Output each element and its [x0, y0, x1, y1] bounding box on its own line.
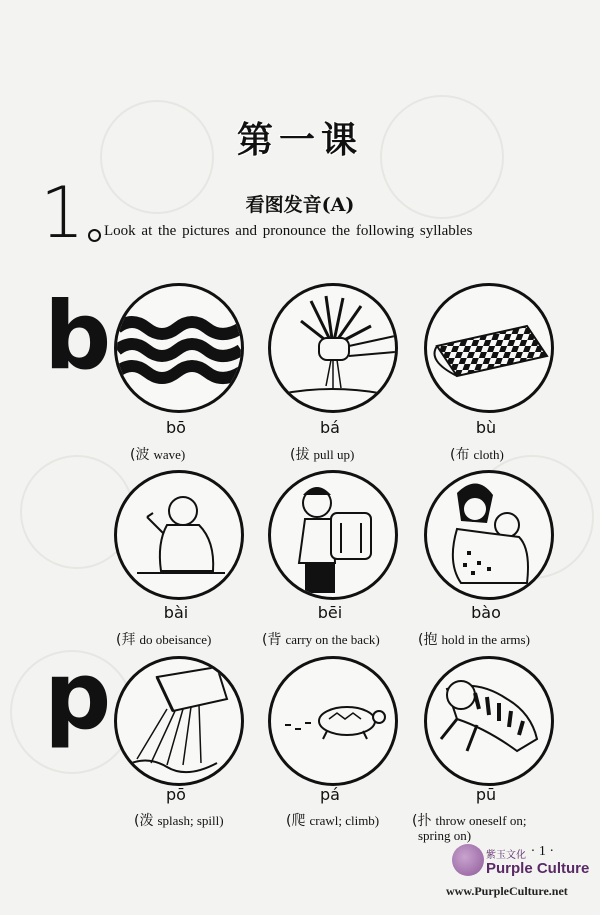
pinyin-label: pá — [320, 785, 340, 804]
gloss-english: hold in the arms) — [441, 632, 530, 647]
gloss-chinese: (拔 — [290, 447, 310, 463]
pinyin-label: bá — [320, 418, 340, 437]
gloss-label — [116, 629, 211, 649]
gloss-label — [418, 629, 530, 649]
gloss-chinese: (爬 — [286, 813, 306, 829]
gloss-chinese: (泼 — [134, 813, 154, 829]
gloss-chinese: (扑 — [412, 813, 432, 829]
tiger-icon — [427, 659, 551, 783]
bullet-circle — [88, 229, 101, 242]
bowing-monk-icon — [117, 473, 241, 597]
gloss-label — [286, 810, 379, 830]
gloss-english: wave) — [153, 447, 186, 462]
watermark-chinese: 紫玉文化 — [486, 850, 526, 861]
picture-pull-up — [268, 283, 398, 413]
gloss-english: crawl; climb) — [309, 813, 380, 828]
boy-with-backpack-icon — [271, 473, 395, 597]
mother-holding-child-icon — [427, 473, 551, 597]
gloss-english: cloth) — [473, 447, 504, 462]
picture-wave — [114, 283, 244, 413]
gloss-english: splash; spill) — [157, 813, 224, 828]
purple-culture-logo-icon — [452, 844, 484, 876]
pinyin-label: bō — [166, 418, 186, 437]
hand-pulling-plant-icon — [271, 286, 395, 410]
gloss-chinese: (拜 — [116, 632, 136, 648]
gloss-english: pull up) — [313, 447, 355, 462]
gloss-label — [290, 444, 354, 464]
page-number: · 1 · — [530, 844, 554, 859]
gloss-label — [134, 810, 224, 830]
pinyin-label: bào — [471, 603, 501, 622]
gloss-label — [130, 444, 185, 464]
pinyin-label: bēi — [317, 603, 343, 622]
initial-letter-p: p — [44, 642, 112, 751]
gloss-english: throw oneself on; — [435, 813, 527, 828]
pinyin-label: pū — [475, 785, 497, 804]
gloss-label — [450, 444, 504, 464]
gloss-chinese: (波 — [130, 447, 150, 463]
watermark-url: www.PurpleCulture.net — [446, 884, 568, 898]
picture-crawl — [268, 656, 398, 786]
gloss-english: carry on the back) — [285, 632, 380, 647]
initial-letter-b: b — [44, 282, 112, 391]
gloss-chinese: (抱 — [418, 632, 438, 648]
gloss-chinese: (布 — [450, 447, 470, 463]
gloss-label — [412, 810, 526, 830]
watermark-brand: Purple Culture — [486, 860, 590, 877]
instruction-text: Look at the pictures and pronounce the following syllables — [104, 223, 473, 239]
gloss-label — [262, 629, 380, 649]
checkered-cloth-icon — [427, 286, 551, 410]
picture-splash — [114, 656, 244, 786]
gloss-english: do obeisance) — [139, 632, 212, 647]
picture-pounce — [424, 656, 554, 786]
turtle-icon — [271, 659, 395, 783]
bucket-splash-icon — [117, 659, 241, 783]
lesson-title: 第一课 — [236, 119, 363, 161]
pinyin-label: pō — [166, 785, 186, 804]
pinyin-label: bài — [163, 603, 189, 622]
gloss-chinese: (背 — [262, 632, 282, 648]
section-title: 看图发音(A) — [245, 194, 355, 216]
watermark — [446, 840, 592, 900]
picture-carry-on-back — [268, 470, 398, 600]
picture-obeisance — [114, 470, 244, 600]
picture-hold-in-arms — [424, 470, 554, 600]
wave-icon — [117, 286, 241, 410]
picture-cloth — [424, 283, 554, 413]
pinyin-label: bù — [475, 418, 497, 437]
section-number: 1 — [40, 172, 85, 254]
gloss-english-continued: spring on) — [418, 828, 472, 843]
